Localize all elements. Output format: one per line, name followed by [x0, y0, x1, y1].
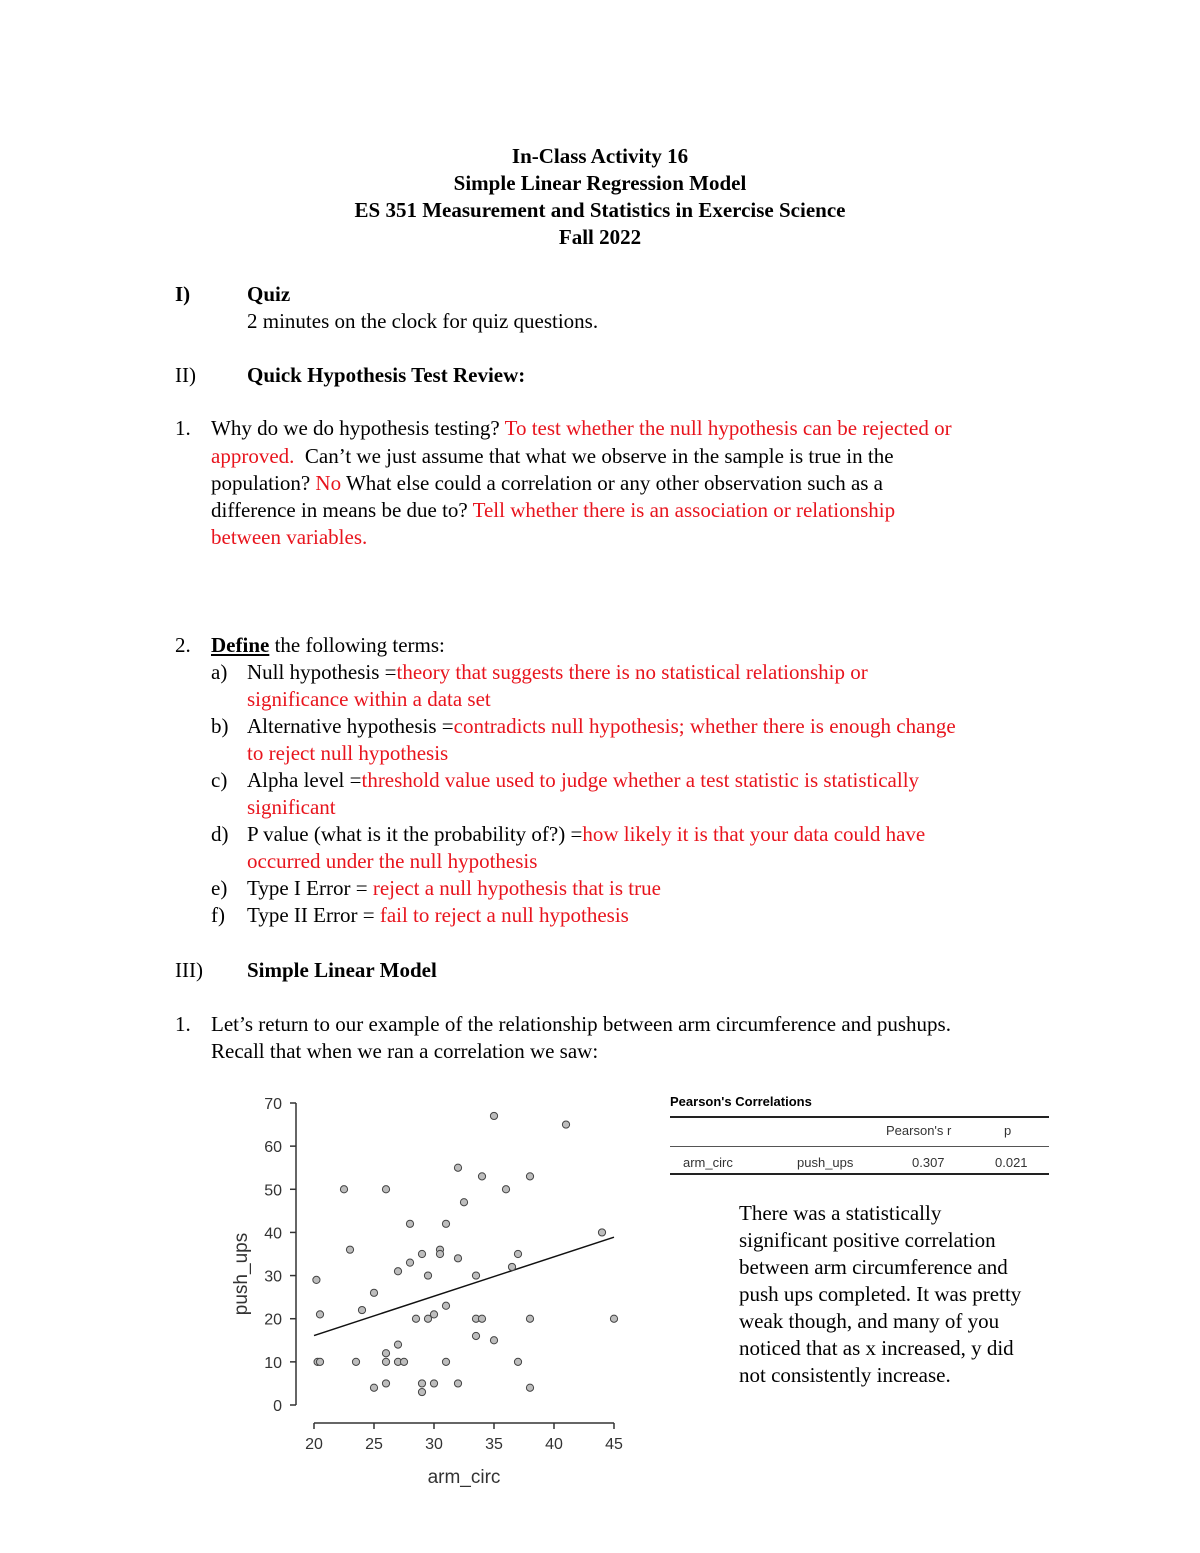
- term-a-letter: a): [211, 660, 228, 684]
- data-point-21: [412, 1315, 419, 1322]
- y-tick-label-0: 0: [273, 1398, 282, 1415]
- term-d-letter: d): [211, 822, 229, 846]
- q1-answer-2: No: [315, 471, 342, 495]
- x-tick-label-25: 25: [365, 1436, 383, 1453]
- q1-question-3-cont: difference in means be due to?: [211, 498, 468, 522]
- table-var1: arm_circ: [683, 1155, 733, 1170]
- term-c-answer-cont: significant: [247, 795, 336, 819]
- x-tick-label-45: 45: [605, 1436, 623, 1453]
- data-point-31: [442, 1220, 449, 1227]
- q1-line3: [211, 470, 883, 497]
- q2-number: 2.: [175, 633, 191, 657]
- table-mid-rule: [670, 1146, 1049, 1147]
- section2-number: II): [175, 363, 196, 387]
- table-bottom-rule: [670, 1173, 1049, 1175]
- section2-title: Quick Hypothesis Test Review:: [247, 363, 526, 387]
- term-f: [247, 902, 629, 929]
- section1-body: 2 minutes on the clock for quiz questions.: [247, 309, 599, 333]
- y-tick-label-40: 40: [264, 1225, 282, 1243]
- table-col-p: p: [1004, 1123, 1012, 1138]
- term-c-answer: threshold value used to judge whether a test statistic is statistically: [361, 768, 920, 792]
- doc-title-line2: Simple Linear Regression Model: [453, 171, 747, 195]
- data-point-45: [502, 1186, 509, 1193]
- term-a: [247, 659, 868, 686]
- data-point-48: [514, 1358, 521, 1365]
- table-col-r: Pearson's r: [886, 1123, 952, 1138]
- table-r-value: 0.307: [912, 1155, 945, 1170]
- data-point-35: [454, 1255, 461, 1262]
- data-point-5: [340, 1186, 347, 1193]
- data-point-4: [316, 1358, 323, 1365]
- data-point-53: [598, 1229, 605, 1236]
- y-tick-label-10: 10: [264, 1354, 282, 1372]
- term-b-letter: b): [211, 714, 229, 738]
- y-tick-label-60: 60: [264, 1139, 282, 1157]
- note-line-3: between arm circumference and: [739, 1255, 1008, 1279]
- data-point-18: [400, 1358, 407, 1365]
- data-point-14: [382, 1380, 389, 1387]
- data-point-1: [313, 1276, 320, 1283]
- scatter-plot: [220, 1085, 640, 1495]
- data-point-7: [352, 1358, 359, 1365]
- note-line-1: There was a statistically: [739, 1201, 942, 1225]
- term-d: [247, 821, 925, 848]
- q1-answer-1-cont: approved.: [211, 444, 295, 468]
- table-top-rule: [670, 1116, 1049, 1118]
- note-line-2: significant positive correlation: [739, 1228, 996, 1252]
- data-point-49: [526, 1173, 533, 1180]
- note-line-4: push ups completed. It was pretty: [739, 1282, 1022, 1306]
- q1-line4: [211, 497, 895, 524]
- q1-number: 1.: [175, 416, 191, 440]
- term-e: [247, 875, 661, 902]
- q1-line1: [211, 415, 952, 442]
- x-tick-label-40: 40: [545, 1436, 563, 1453]
- data-point-8: [358, 1306, 365, 1313]
- plot-layer: [231, 1096, 623, 1488]
- table-var2: push_ups: [797, 1155, 854, 1170]
- data-point-34: [454, 1164, 461, 1171]
- table-title: Pearson's Correlations: [670, 1094, 812, 1109]
- note-line-7: not consistently increase.: [739, 1363, 951, 1387]
- data-point-30: [436, 1250, 443, 1257]
- term-b-label: Alternative hypothesis =: [247, 714, 454, 738]
- data-point-2: [316, 1311, 323, 1318]
- data-point-19: [406, 1220, 413, 1227]
- term-b-answer: contradicts null hypothesis; whether there is enough change: [453, 714, 956, 738]
- y-tick-label-20: 20: [264, 1311, 282, 1329]
- term-e-letter: e): [211, 876, 228, 900]
- term-c: [247, 767, 919, 794]
- term-e-answer: reject a null hypothesis that is true: [372, 876, 661, 900]
- term-c-letter: c): [211, 768, 228, 792]
- q1-answer-3: Tell whether there is an association or relationship: [472, 498, 896, 522]
- section1-number: I): [175, 282, 191, 306]
- data-point-36: [454, 1380, 461, 1387]
- data-point-6: [346, 1246, 353, 1253]
- data-point-15: [394, 1268, 401, 1275]
- data-point-41: [478, 1173, 485, 1180]
- table-p-value: 0.021: [995, 1155, 1028, 1170]
- term-a-answer: theory that suggests there is no statistical relationship or: [396, 660, 868, 684]
- data-point-23: [418, 1380, 425, 1387]
- q1-answer-1: To test whether the null hypothesis can be rejected or: [504, 416, 952, 440]
- section1-title: Quiz: [247, 282, 291, 306]
- q1-line2: [211, 443, 894, 470]
- y-axis-label: push_ups: [231, 1232, 252, 1316]
- term-d-answer-cont: occurred under the null hypothesis: [247, 849, 538, 873]
- x-tick-label-35: 35: [485, 1436, 503, 1453]
- doc-title-line1: In-Class Activity 16: [511, 144, 689, 168]
- data-point-10: [370, 1384, 377, 1391]
- q2-define: Define: [211, 633, 270, 657]
- q1-question-3: What else could a correlation or any other observation such as a: [345, 471, 884, 495]
- term-b-answer-cont: to reject null hypothesis: [247, 741, 449, 765]
- x-axis-label: arm_circ: [427, 1467, 501, 1488]
- data-point-54: [610, 1315, 617, 1322]
- data-point-12: [382, 1350, 389, 1357]
- data-point-52: [562, 1121, 569, 1128]
- q1-question-2: Can’t we just assume that what we observe in the sample is true in the: [304, 444, 894, 468]
- data-point-20: [406, 1259, 413, 1266]
- s3q1-line2: Recall that when we ran a correlation we saw:: [211, 1039, 599, 1063]
- data-point-46: [508, 1263, 515, 1270]
- data-point-47: [514, 1250, 521, 1257]
- y-tick-label-50: 50: [264, 1182, 282, 1200]
- data-point-37: [460, 1199, 467, 1206]
- term-a-label: Null hypothesis =: [247, 660, 397, 684]
- data-point-32: [442, 1302, 449, 1309]
- data-point-33: [442, 1358, 449, 1365]
- regression-line: [314, 1237, 614, 1335]
- data-point-50: [526, 1315, 533, 1322]
- q2-prompt: [211, 632, 445, 659]
- q2-prompt-rest: the following terms:: [274, 633, 445, 657]
- doc-title-line3: ES 351 Measurement and Statistics in Exercise Science: [354, 198, 846, 222]
- term-f-answer: fail to reject a null hypothesis: [379, 903, 629, 927]
- data-point-51: [526, 1384, 533, 1391]
- section3-title: Simple Linear Model: [247, 958, 437, 982]
- note-line-5: weak though, and many of you: [739, 1309, 1000, 1333]
- term-a-answer-cont: significance within a data set: [247, 687, 491, 711]
- data-point-40: [472, 1332, 479, 1339]
- data-point-16: [394, 1341, 401, 1348]
- data-point-44: [490, 1112, 497, 1119]
- data-point-24: [418, 1388, 425, 1395]
- term-f-letter: f): [211, 903, 225, 927]
- section3-number: III): [175, 958, 203, 982]
- term-f-label: Type II Error =: [247, 903, 375, 927]
- term-d-label: P value (what is it the probability of?) =: [247, 822, 583, 846]
- q1-answer-3-cont: between variables.: [211, 525, 368, 549]
- data-point-28: [430, 1380, 437, 1387]
- data-point-27: [430, 1311, 437, 1318]
- note-line-6: noticed that as x increased, y did: [739, 1336, 1014, 1360]
- term-d-answer: how likely it is that your data could have: [582, 822, 926, 846]
- y-tick-label-70: 70: [264, 1096, 282, 1113]
- s3q1-number: 1.: [175, 1012, 191, 1036]
- data-point-38: [472, 1272, 479, 1279]
- s3q1-line1: Let’s return to our example of the relationship between arm circumference and pushups.: [211, 1012, 951, 1036]
- data-point-43: [490, 1337, 497, 1344]
- data-point-22: [418, 1250, 425, 1257]
- q1-question-1: Why do we do hypothesis testing?: [211, 416, 500, 440]
- data-point-13: [382, 1358, 389, 1365]
- term-e-label: Type I Error =: [247, 876, 368, 900]
- q1-question-2-cont: population?: [211, 471, 311, 495]
- data-point-9: [370, 1289, 377, 1296]
- doc-title-line4: Fall 2022: [558, 225, 642, 249]
- data-point-42: [478, 1315, 485, 1322]
- term-c-label: Alpha level =: [247, 768, 362, 792]
- x-tick-label-20: 20: [305, 1436, 323, 1453]
- y-tick-label-30: 30: [264, 1268, 282, 1286]
- data-point-11: [382, 1186, 389, 1193]
- term-b: [247, 713, 956, 740]
- x-tick-label-30: 30: [425, 1436, 443, 1453]
- data-point-25: [424, 1272, 431, 1279]
